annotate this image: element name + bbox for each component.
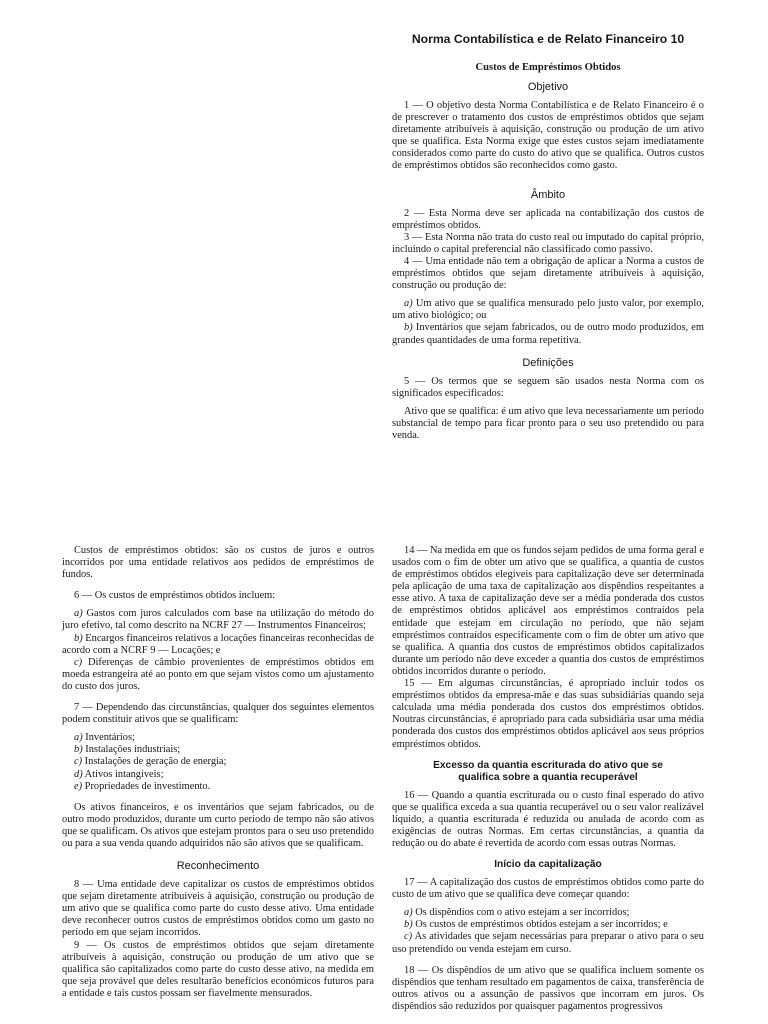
item-text: Ativos intangíveis; (82, 768, 164, 780)
paragraph-6a (62, 608, 374, 632)
paragraph-4: 4 — Uma entidade não tem a obrigação de aplicar a Norma a custos de empréstimos obtidos que sejam diretamente atribuíveis à aquisição, construção ou produção de: (392, 255, 704, 292)
paragraph-7c (62, 756, 374, 768)
item-marker-b: b) (404, 322, 413, 334)
section-heading-definicoes: Definições (522, 356, 574, 369)
item-marker-c: c) (74, 656, 83, 668)
paragraph-5: 5 — Os termos que se seguem são usados nesta Norma com os significados especificados: (392, 375, 704, 399)
paragraph-17b (392, 919, 704, 931)
definition-custos: Custos de empréstimos obtidos: são os custos de juros e outros incorridos por uma entidade relativos aos pedidos de empréstimos de fundos. (62, 545, 374, 581)
left-column (62, 545, 374, 1000)
paragraph-9: 9 — Os custos de empréstimos obtidos que sejam diretamente atribuíveis à aquisição, construção ou produção de um ativo que se qualifica são capitalizados como parte do custo desse ativo, na medida em que seja provável que deles resultarão benefícios económicos futuros para a entidade e tais custos possam ser fiavelmente mensurados. (62, 939, 374, 999)
section-heading-objetivo: Objetivo (527, 81, 569, 93)
paragraph-3: 3 — Esta Norma não trata do custo real ou imputado do capital próprio, incluindo o capital preferencial não classificado como passivo. (392, 231, 704, 255)
item-marker-b: b) (74, 744, 83, 756)
paragraph-15: 15 — Em algumas circunstâncias, é apropriado incluir todos os empréstimos obtidos da empresa-mãe e das suas subsidiárias quando seja calculada uma média ponderada dos custos dos empréstimos obtidos. Noutras circunstâncias, é apropriado para cada subsidiária usar uma média ponderada dos custos dos empréstimos obtidos aplicável aos seus próprios empréstimos obtidos. (392, 678, 704, 750)
document-subtitle: Custos de Empréstimos Obtidos (475, 62, 621, 73)
paragraph-7-note: Os ativos financeiros, e os inventários que sejam fabricados, ou de outro modo produzidos, durante um curto período de tempo não são ativos que se qualificam. Os ativos que estejam prontos para o seu uso pretendido ou para a sua venda quando adquiridos não são ativos que se qualificam. (62, 801, 374, 849)
item-text: As atividades que sejam necessárias para preparar o ativo para o seu uso pretendido ou venda estejam em curso. (392, 931, 704, 955)
section-heading-reconhecimento: Reconhecimento (176, 860, 260, 873)
item-marker-b: b) (404, 919, 413, 931)
definition-ativo: Ativo que se qualifica: é um ativo que leva necessariamente um período substancial de tempo para ficar pronto para o seu uso pretendido ou para venda. (392, 405, 704, 441)
paragraph-18: 18 — Os dispêndios de um ativo que se qualifica incluem somente os dispêndios que tenham resultado em pagamentos de caixa, transferência de outros ativos ou a assunção de passivos que incorram em juros. Os dispêndios são reduzidos por quaisquer pagamentos progressivos (392, 964, 704, 1012)
item-text: Os custos de empréstimos obtidos estejam a ser incorridos; e (412, 919, 668, 931)
item-text: Inventários que sejam fabricados, ou de outro modo produzidos, em grandes quantidades de uma forma repetitiva. (392, 322, 704, 346)
paragraph-4a (392, 298, 704, 322)
paragraph-8: 8 — Uma entidade deve capitalizar os custos de empréstimos obtidos que sejam diretamente atribuíveis à aquisição, construção ou produção de um ativo que se qualifica como parte do custo desse ativo. Uma entidade deve reconhecer outros custos de empréstimos obtidos como um gasto no período em que sejam incorridos. (62, 879, 374, 939)
paragraph-17a (392, 907, 704, 919)
paragraph-7d (62, 769, 374, 781)
item-marker-a: a) (404, 907, 413, 919)
item-text: Diferenças de câmbio provenientes de empréstimos obtidos em moeda estrangeira até ao ponto em que sejam vistos como um ajustamento do custo dos juros. (62, 656, 374, 692)
item-marker-a: a) (74, 608, 83, 620)
item-text: Os dispêndios com o ativo estejam a ser incorridos; (412, 907, 630, 919)
paragraph-1: 1 — O objetivo desta Norma Contabilística e de Relato Financeiro é o de prescrever o tratamento dos custos de empréstimos obtidos que sejam diretamente atribuíveis à aquisição, construção ou produção de um ativo que se qualifica. Esta Norma exige que estes custos sejam imediatamente considerados como parte do custo do ativo que se qualifica. Outros custos de empréstimos obtidos são reconhecidos como gasto. (392, 100, 704, 172)
item-text: Um ativo que se qualifica mensurado pelo justo valor, por exemplo, um ativo biológico; ou (392, 298, 704, 322)
item-text: Gastos com juros calculados com base na utilização do método do juro efetivo, tal como descrito na NCRF 27 — Instrumentos Financeiros; (62, 608, 374, 632)
section-heading-ambito: Âmbito (530, 188, 566, 201)
paragraph-4b (392, 322, 704, 346)
item-marker-a: a) (74, 732, 83, 744)
paragraph-7e (62, 781, 374, 793)
item-marker-b: b) (74, 632, 83, 644)
item-marker-d: d) (74, 768, 83, 780)
item-text: Propriedades de investimento. (82, 780, 211, 792)
item-marker-a: a) (404, 298, 413, 310)
item-marker-e: e) (74, 780, 83, 792)
paragraph-6b (62, 633, 374, 657)
top-column (392, 32, 704, 442)
section-heading-excesso: Excesso da quantia escriturada do ativo que se qualifica sobre a quantia recuperável (433, 759, 663, 783)
right-column (392, 545, 704, 1013)
paragraph-6c (62, 657, 374, 693)
item-marker-c: c) (404, 931, 413, 943)
paragraph-14: 14 — Na medida em que os fundos sejam pedidos de uma forma geral e usados com o fim de obter um ativo que se qualifica, a quantia de custos de empréstimos obtidos elegíveis para capitalização deve ser determinada pela aplicação de uma taxa de capitalização aos dispêndios respeitantes a esse ativo. A taxa de capitalização deve ser a média ponderada dos custos de empréstimos obtidos aplicável aos empréstimos contraídos pela entidade que estejam em circulação no período, que não sejam empréstimos contraídos especificamente com o fim de obter um ativo que se qualifica. A quantia dos custos de empréstimos obtidos capitalizados durante um período não deve exceder a quantia dos custos de empréstimos obtidos incorridos durante o período. (392, 545, 704, 677)
paragraph-6: 6 — Os custos de empréstimos obtidos incluem: (74, 590, 276, 602)
paragraph-16: 16 — Quando a quantia escriturada ou o custo final esperado do ativo que se qualifica exceda a sua quantia recuperável ou o seu valor realizável líquido, a quantia escriturada é reduzida ou anulada de acordo com as exigências de outras Normas. Em certas circunstâncias, a quantia da redução ou do abate é revertida de acordo com essas outras Normas. (392, 789, 704, 849)
item-text: Instalações de geração de energia; (82, 756, 227, 768)
paragraph-17c (392, 931, 704, 955)
item-marker-c: c) (74, 756, 83, 768)
item-text: Inventários; (82, 732, 135, 744)
paragraph-17: 17 — A capitalização dos custos de empréstimos obtidos como parte do custo de um ativo que se qualifica deve começar quando: (392, 877, 704, 901)
paragraph-7b (62, 744, 374, 756)
document-title: Norma Contabilística e de Relato Financeiro 10 (411, 32, 685, 46)
paragraph-7a (62, 732, 374, 744)
item-text: Instalações industriais; (82, 744, 181, 756)
paragraph-2: 2 — Esta Norma deve ser aplicada na contabilização dos custos de empréstimos obtidos. (392, 207, 704, 231)
section-heading-inicio: Início da capitalização (494, 859, 602, 871)
paragraph-7: 7 — Dependendo das circunstâncias, qualquer dos seguintes elementos podem constituir ativos que se qualificam: (62, 702, 374, 726)
item-text: Encargos financeiros relativos a locações financeiras reconhecidas de acordo com a NCRF 9 — Locações; e (62, 632, 374, 656)
